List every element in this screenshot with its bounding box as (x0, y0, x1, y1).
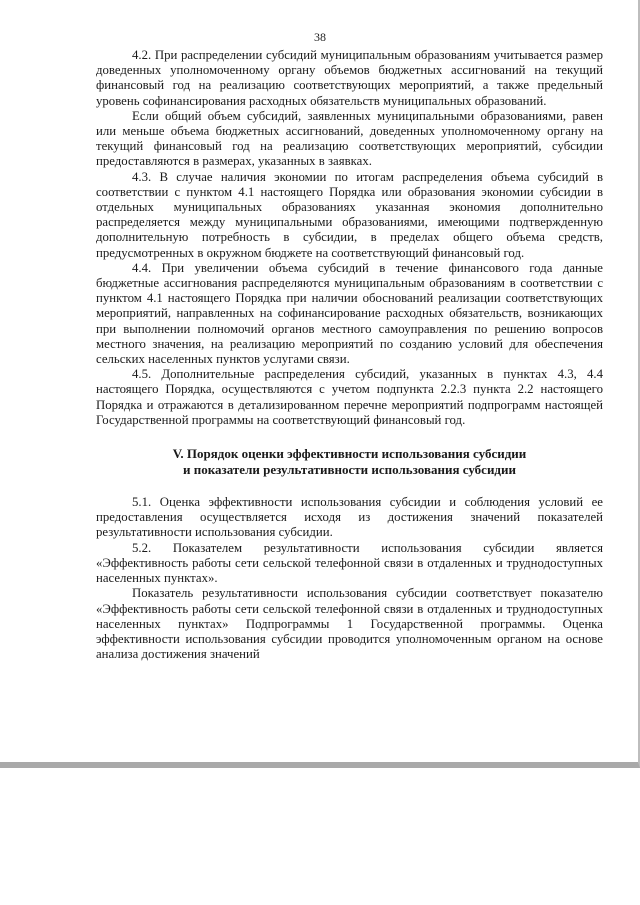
paragraph-5-1: 5.1. Оценка эффективности использования субсидии и соблюдения условий ее предоставления осуществляется исходя из достижения значений показателей результативности использования субсидии. (96, 495, 603, 540)
section-heading (96, 446, 603, 478)
blank-area (0, 768, 640, 905)
paragraph-4-2-cont: Если общий объем субсидий, заявленных муниципальными образованиями, равен или меньше объема бюджетных ассигнований, доведенных уполномоченному органу на текущий финансовый год на реализацию соответствующих мероприятий, субсидии предоставляются в размерах, указанных в заявках. (96, 108, 603, 169)
document-body (96, 48, 603, 662)
page-number: 38 (314, 30, 326, 44)
section-heading-line-2: и показатели результативности использования субсидии (183, 462, 516, 478)
paragraph-4-5: 4.5. Дополнительные распределения субсидий, указанных в пунктах 4.3, 4.4 настоящего Порядка, осуществляются с учетом подпункта 2.2.3 пункта 2.2 настоящего Порядка и отражаются в детализированном перечне мероприятий подпрограмм настоящей Государственной программы на соответствующий финансовый год. (96, 367, 603, 427)
paragraph-4-3: 4.3. В случае наличия экономии по итогам распределения объема субсидий в соответствии с пунктом 4.1 настоящего Порядка или образования экономии субсидии в отдельных муниципальных образованиях указанная экономия дополнительно распределяется между муниципальными образованиями, имеющими подтвержденную дополнительную потребность в субсидии, в пределах общего объема средств, предусмотренных в окружном бюджете на соответствующий финансовый год. (96, 169, 603, 260)
paragraph-4-2: 4.2. При распределении субсидий муниципальным образованиям учитывается размер доведенных уполномоченному органу объемов бюджетных ассигнований на текущий финансовый год на реализацию соответствующих мероприятий, а также предельный уровень софинансирования расходных обязательств муниципальных образований. (96, 48, 603, 108)
paragraph-indicator: Показатель результативности использования субсидии соответствует показателю «Эффективность работы сети сельской телефонной связи в отдаленных и труднодоступных населенных пунктах» Подпрограммы 1 Государственной программы. Оценка эффективности использования субсидии проводится уполномоченным органом на основе анализа достижения значений (96, 586, 603, 662)
section-heading-line-1: V. Порядок оценки эффективности использования субсидии (172, 446, 527, 462)
paragraph-5-2: 5.2. Показателем результативности использования субсидии является «Эффективность работы сети сельской телефонной связи в отдаленных и труднодоступных населенных пунктах». (96, 540, 603, 586)
paragraph-4-4: 4.4. При увеличении объема субсидий в течение финансового года данные бюджетные ассигнования распределяются муниципальным образованиям в соответствии с пунктом 4.1 настоящего Порядка при наличии обоснований реализации соответствующих мероприятий, направленных на софинансирование расходных обязательств, возникающих при выполнении полномочий органов местного самоуправления по решению вопросов местного значения, на реализацию мероприятий по созданию условий для обеспечения сельских населенных пунктов услугами связи. (96, 260, 603, 367)
